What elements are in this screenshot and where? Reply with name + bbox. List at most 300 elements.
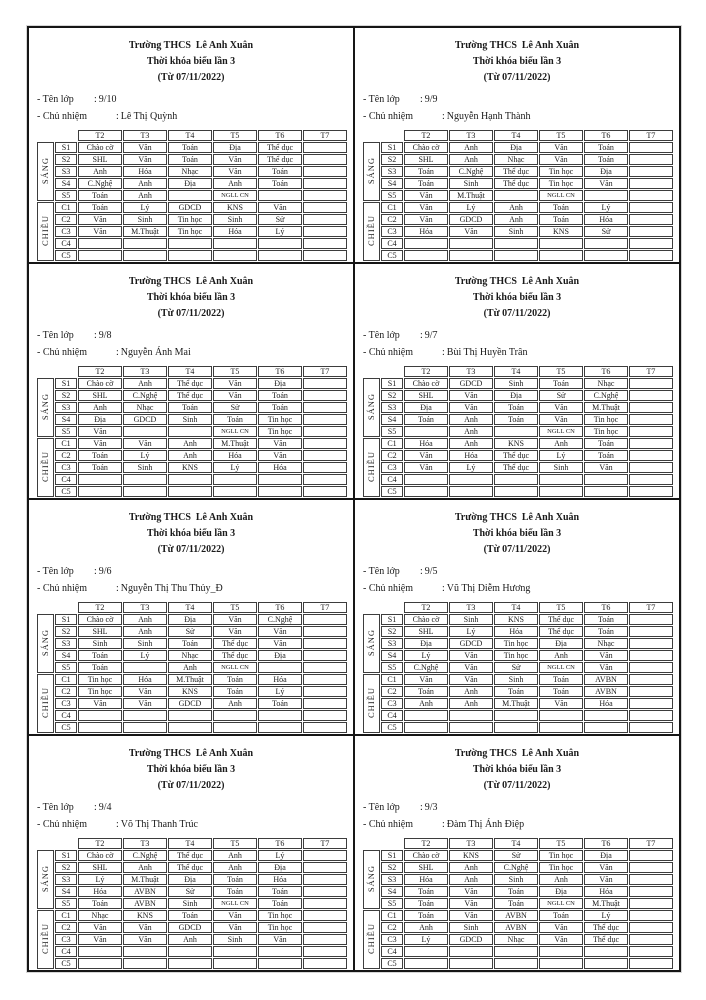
timetable-card xyxy=(355,736,679,970)
table-row xyxy=(37,934,347,945)
homeroom-line xyxy=(37,344,353,361)
date-range: (Từ 07/11/2022) xyxy=(157,72,225,83)
colon: : xyxy=(442,111,445,122)
subject-cell: AVBN xyxy=(123,886,167,897)
day-header: T3 xyxy=(123,602,167,613)
subject-cell xyxy=(303,438,347,449)
period-label: C4 xyxy=(381,946,403,957)
day-header: T3 xyxy=(449,130,493,141)
subject-cell xyxy=(629,462,673,473)
timetable-table xyxy=(362,601,674,734)
school-name: Trường THCS Lê Anh Xuân xyxy=(128,512,254,523)
subject-cell xyxy=(303,638,347,649)
period-label: C2 xyxy=(55,686,77,697)
subject-cell: Hóa xyxy=(213,450,257,461)
homeroom-teacher-name: Lê Thị Quỳnh xyxy=(120,111,178,122)
day-header: T2 xyxy=(404,838,448,849)
subject-cell: Anh xyxy=(168,934,212,945)
subject-cell: Toán xyxy=(584,438,628,449)
colon: : xyxy=(420,330,423,341)
period-label: C5 xyxy=(381,722,403,733)
day-header: T3 xyxy=(123,130,167,141)
subject-cell xyxy=(258,190,302,201)
subject-cell xyxy=(629,214,673,225)
table-row xyxy=(363,250,673,261)
subject-cell: Toán xyxy=(539,910,583,921)
subject-cell: Văn xyxy=(449,898,493,909)
period-label: C5 xyxy=(55,250,77,261)
period-label: C3 xyxy=(55,934,77,945)
subject-cell: Nhạc xyxy=(494,154,538,165)
header-spacer xyxy=(37,130,77,141)
subject-cell xyxy=(584,474,628,485)
card-meta xyxy=(37,799,353,833)
subject-cell: Tin học xyxy=(168,226,212,237)
period-label: C4 xyxy=(381,238,403,249)
table-row xyxy=(363,626,673,637)
school-name: Trường THCS Lê Anh Xuân xyxy=(454,40,580,51)
timetable-card xyxy=(29,736,353,970)
subject-cell: Anh xyxy=(449,154,493,165)
day-header: T7 xyxy=(303,130,347,141)
subject-cell: Toán xyxy=(404,886,448,897)
class-name-line xyxy=(363,327,679,344)
homeroom-label: - Chủ nhiệm xyxy=(37,819,87,830)
class-name-label: - Tên lớp xyxy=(363,802,400,813)
class-name-value: 9/4 xyxy=(98,802,112,813)
class-name-value: 9/9 xyxy=(424,94,438,105)
subject-cell: Văn xyxy=(123,698,167,709)
subject-cell: Chào cờ xyxy=(78,142,122,153)
period-label: S1 xyxy=(381,378,403,389)
subject-cell xyxy=(629,226,673,237)
subject-cell: Văn xyxy=(123,438,167,449)
table-row xyxy=(37,402,347,413)
card-header xyxy=(29,38,353,86)
subject-cell: Toán xyxy=(404,910,448,921)
subject-cell xyxy=(303,154,347,165)
period-label: C1 xyxy=(381,438,403,449)
period-label: C3 xyxy=(381,934,403,945)
subject-cell xyxy=(449,946,493,957)
class-name-label: - Tên lớp xyxy=(363,566,400,577)
card-header xyxy=(355,510,679,558)
subject-cell xyxy=(303,850,347,861)
subject-cell: Văn xyxy=(539,698,583,709)
subject-cell: Thể dục xyxy=(168,378,212,389)
day-header: T5 xyxy=(213,130,257,141)
day-header: T4 xyxy=(168,130,212,141)
timetable-title: Thời khóa biểu lần 3 xyxy=(472,764,562,775)
header-spacer xyxy=(363,130,403,141)
table-row xyxy=(363,862,673,873)
subject-cell: Hóa xyxy=(258,462,302,473)
period-label: C4 xyxy=(55,238,77,249)
session-label-afternoon xyxy=(363,674,380,733)
period-label: S3 xyxy=(55,402,77,413)
subject-cell: Địa xyxy=(168,614,212,625)
subject-cell xyxy=(123,958,167,969)
session-label-text: SÁNG xyxy=(366,864,376,893)
subject-cell: Tin học xyxy=(78,674,122,685)
subject-cell: SHL xyxy=(404,154,448,165)
subject-cell: Văn xyxy=(404,450,448,461)
period-label: S1 xyxy=(55,378,77,389)
subject-cell: Anh xyxy=(404,698,448,709)
subject-cell xyxy=(494,426,538,437)
timetable-title: Thời khóa biểu lần 3 xyxy=(472,292,562,303)
subject-cell xyxy=(303,862,347,873)
colon: : xyxy=(116,583,119,594)
subject-cell: Anh xyxy=(123,178,167,189)
subject-cell: Thể dục xyxy=(168,862,212,873)
subject-cell xyxy=(539,486,583,497)
subject-cell: Văn xyxy=(123,154,167,165)
subject-cell: Tin học xyxy=(258,426,302,437)
period-label: S3 xyxy=(381,874,403,885)
subject-cell: Nhạc xyxy=(123,402,167,413)
subject-cell: Hóa xyxy=(404,874,448,885)
timetable-title: Thời khóa biểu lần 3 xyxy=(146,528,236,539)
card-meta xyxy=(37,563,353,597)
session-label-text: CHIỀU xyxy=(40,923,50,954)
period-label: C3 xyxy=(381,462,403,473)
subject-cell xyxy=(303,922,347,933)
timetable-title: Thời khóa biểu lần 3 xyxy=(472,56,562,67)
table-row xyxy=(37,922,347,933)
subject-cell xyxy=(584,946,628,957)
subject-cell: Sinh xyxy=(213,934,257,945)
session-label-text: SÁNG xyxy=(366,156,376,185)
subject-cell: Toán xyxy=(539,674,583,685)
homeroom-teacher-name: Đàm Thị Ánh Điệp xyxy=(446,819,525,830)
period-label: C5 xyxy=(55,722,77,733)
subject-cell xyxy=(258,474,302,485)
subject-cell: Lý xyxy=(449,626,493,637)
subject-cell xyxy=(629,238,673,249)
subject-cell: C.Nghệ xyxy=(494,862,538,873)
period-label: S3 xyxy=(55,166,77,177)
subject-cell: GDCD xyxy=(449,214,493,225)
subject-cell: Sử xyxy=(494,662,538,673)
subject-cell xyxy=(78,250,122,261)
subject-cell: Hóa xyxy=(258,674,302,685)
subject-cell: Toán xyxy=(258,698,302,709)
subject-cell: Văn xyxy=(123,922,167,933)
subject-cell xyxy=(258,238,302,249)
subject-cell xyxy=(629,474,673,485)
subject-cell: Văn xyxy=(213,626,257,637)
table-row xyxy=(363,378,673,389)
subject-cell: Anh xyxy=(213,862,257,873)
table-row xyxy=(37,626,347,637)
subject-cell xyxy=(258,662,302,673)
homeroom-line xyxy=(37,108,353,125)
subject-cell: Lý xyxy=(584,910,628,921)
subject-cell: NGLL CN xyxy=(213,662,257,673)
card-meta xyxy=(37,91,353,125)
timetable-card xyxy=(355,264,679,498)
subject-cell xyxy=(303,414,347,425)
subject-cell xyxy=(629,638,673,649)
header-spacer xyxy=(363,838,403,849)
timetable-table xyxy=(362,365,674,498)
period-label: C2 xyxy=(55,922,77,933)
card-header xyxy=(355,746,679,794)
session-label-text: CHIỀU xyxy=(366,215,376,246)
period-label: C4 xyxy=(381,474,403,485)
card-meta xyxy=(363,327,679,361)
subject-cell: Nhạc xyxy=(584,638,628,649)
subject-cell xyxy=(629,190,673,201)
subject-cell: Lý xyxy=(213,462,257,473)
table-row xyxy=(37,414,347,425)
subject-cell: Văn xyxy=(258,638,302,649)
subject-cell: Sử xyxy=(539,390,583,401)
timetable-wrap xyxy=(362,129,679,262)
subject-cell: Anh xyxy=(449,426,493,437)
table-row xyxy=(363,226,673,237)
subject-cell xyxy=(258,710,302,721)
day-header: T4 xyxy=(494,602,538,613)
date-range: (Từ 07/11/2022) xyxy=(483,72,551,83)
subject-cell: KNS xyxy=(168,686,212,697)
timetable-table xyxy=(36,601,348,734)
subject-cell: Lý xyxy=(539,450,583,461)
subject-cell xyxy=(303,402,347,413)
period-label: S1 xyxy=(55,850,77,861)
table-row xyxy=(363,486,673,497)
subject-cell xyxy=(258,250,302,261)
subject-cell: Hóa xyxy=(123,674,167,685)
subject-cell: Văn xyxy=(404,462,448,473)
subject-cell: M.Thuật xyxy=(123,226,167,237)
table-row xyxy=(37,450,347,461)
table-row xyxy=(363,946,673,957)
subject-cell xyxy=(123,662,167,673)
subject-cell xyxy=(539,710,583,721)
subject-cell: Văn xyxy=(404,674,448,685)
colon: : xyxy=(94,566,97,577)
table-row xyxy=(37,946,347,957)
subject-cell xyxy=(629,450,673,461)
school-name: Trường THCS Lê Anh Xuân xyxy=(128,40,254,51)
subject-cell: Lý xyxy=(123,202,167,213)
table-row xyxy=(363,414,673,425)
table-row xyxy=(37,686,347,697)
subject-cell: Hóa xyxy=(213,226,257,237)
timetable-table xyxy=(362,129,674,262)
period-label: C1 xyxy=(381,674,403,685)
subject-cell: Văn xyxy=(78,922,122,933)
subject-cell xyxy=(303,202,347,213)
subject-cell xyxy=(303,462,347,473)
subject-cell: Văn xyxy=(213,154,257,165)
subject-cell: Hóa xyxy=(404,226,448,237)
session-label-afternoon xyxy=(37,910,54,969)
period-label: S2 xyxy=(55,154,77,165)
card-header xyxy=(29,510,353,558)
subject-cell: Anh xyxy=(78,402,122,413)
period-label: C4 xyxy=(381,710,403,721)
subject-cell xyxy=(78,710,122,721)
table-row xyxy=(363,662,673,673)
table-row xyxy=(37,378,347,389)
subject-cell: Tin học xyxy=(258,922,302,933)
table-row xyxy=(363,178,673,189)
subject-cell: Tin học xyxy=(539,178,583,189)
subject-cell xyxy=(629,414,673,425)
class-name-value: 9/8 xyxy=(98,330,112,341)
subject-cell xyxy=(584,190,628,201)
subject-cell: Văn xyxy=(213,166,257,177)
homeroom-teacher-name: Nguyễn Ánh Mai xyxy=(120,347,191,358)
header-spacer xyxy=(37,602,77,613)
subject-cell xyxy=(303,250,347,261)
homeroom-line xyxy=(37,816,353,833)
day-header: T2 xyxy=(78,366,122,377)
subject-cell: NGLL CN xyxy=(539,662,583,673)
school-name: Trường THCS Lê Anh Xuân xyxy=(128,276,254,287)
homeroom-teacher-name: Nguyễn Hạnh Thành xyxy=(446,111,531,122)
subject-cell xyxy=(629,378,673,389)
subject-cell xyxy=(303,710,347,721)
subject-cell: Thể dục xyxy=(168,850,212,861)
session-label-text: CHIỀU xyxy=(40,687,50,718)
session-label-morning xyxy=(363,378,380,437)
subject-cell: Toán xyxy=(404,414,448,425)
period-label: S1 xyxy=(55,614,77,625)
homeroom-label: - Chủ nhiệm xyxy=(37,347,87,358)
subject-cell: Lý xyxy=(449,202,493,213)
class-name-value: 9/10 xyxy=(98,94,117,105)
subject-cell: Tin học xyxy=(494,638,538,649)
subject-cell xyxy=(404,474,448,485)
day-header: T7 xyxy=(303,838,347,849)
subject-cell: Sinh xyxy=(123,462,167,473)
timetable-title: Thời khóa biểu lần 3 xyxy=(146,764,236,775)
subject-cell: Địa xyxy=(539,638,583,649)
timetable-wrap xyxy=(36,365,353,498)
subject-cell: Toán xyxy=(78,202,122,213)
header-spacer xyxy=(37,838,77,849)
school-name: Trường THCS Lê Anh Xuân xyxy=(454,748,580,759)
table-row xyxy=(37,438,347,449)
subject-cell xyxy=(404,958,448,969)
school-name: Trường THCS Lê Anh Xuân xyxy=(128,748,254,759)
subject-cell: Hóa xyxy=(494,626,538,637)
subject-cell: Toán xyxy=(258,898,302,909)
class-name-line xyxy=(37,563,353,580)
subject-cell xyxy=(303,214,347,225)
timetable-card xyxy=(29,500,353,734)
day-header: T3 xyxy=(123,838,167,849)
subject-cell xyxy=(303,450,347,461)
timetable-wrap xyxy=(362,601,679,734)
subject-cell: Toán xyxy=(78,462,122,473)
session-label-text: CHIỀU xyxy=(366,923,376,954)
timetable-card xyxy=(29,264,353,498)
day-header: T6 xyxy=(584,366,628,377)
subject-cell: Văn xyxy=(449,226,493,237)
table-row xyxy=(37,190,347,201)
subject-cell xyxy=(303,874,347,885)
subject-cell: Anh xyxy=(123,614,167,625)
table-row xyxy=(363,722,673,733)
subject-cell: Tin học xyxy=(258,910,302,921)
session-label-text: SÁNG xyxy=(40,864,50,893)
subject-cell: Anh xyxy=(123,862,167,873)
session-label-afternoon xyxy=(363,202,380,261)
subject-cell: Văn xyxy=(258,438,302,449)
subject-cell xyxy=(539,722,583,733)
session-label-morning xyxy=(37,142,54,201)
class-name-label: - Tên lớp xyxy=(363,330,400,341)
subject-cell xyxy=(629,698,673,709)
subject-cell: Lý xyxy=(258,850,302,861)
subject-cell xyxy=(123,946,167,957)
subject-cell xyxy=(123,238,167,249)
table-row xyxy=(363,922,673,933)
subject-cell xyxy=(123,722,167,733)
subject-cell: Sử xyxy=(168,626,212,637)
subject-cell xyxy=(258,722,302,733)
day-header-row xyxy=(37,366,347,377)
subject-cell: Toán xyxy=(213,874,257,885)
subject-cell: Địa xyxy=(404,638,448,649)
subject-cell: Thể dục xyxy=(494,450,538,461)
subject-cell: Nhạc xyxy=(168,166,212,177)
subject-cell: Sinh xyxy=(123,214,167,225)
subject-cell: Sinh xyxy=(539,462,583,473)
period-label: S4 xyxy=(381,414,403,425)
class-name-label: - Tên lớp xyxy=(37,802,74,813)
subject-cell: Văn xyxy=(78,214,122,225)
class-name-label: - Tên lớp xyxy=(37,566,74,577)
subject-cell xyxy=(303,226,347,237)
subject-cell: Lý xyxy=(258,226,302,237)
subject-cell: Hóa xyxy=(404,438,448,449)
subject-cell: Toán xyxy=(404,898,448,909)
subject-cell xyxy=(213,946,257,957)
subject-cell: Anh xyxy=(213,698,257,709)
period-label: S1 xyxy=(55,142,77,153)
day-header: T6 xyxy=(584,838,628,849)
subject-cell xyxy=(213,250,257,261)
period-label: S3 xyxy=(55,638,77,649)
period-label: S1 xyxy=(381,142,403,153)
colon: : xyxy=(442,347,445,358)
class-name-value: 9/3 xyxy=(424,802,438,813)
subject-cell: Sinh xyxy=(449,178,493,189)
subject-cell xyxy=(404,238,448,249)
subject-cell xyxy=(303,486,347,497)
table-row xyxy=(363,898,673,909)
session-label-text: CHIỀU xyxy=(40,451,50,482)
subject-cell: Văn xyxy=(584,178,628,189)
subject-cell: AVBN xyxy=(584,686,628,697)
subject-cell: Lý xyxy=(449,462,493,473)
date-range: (Từ 07/11/2022) xyxy=(157,308,225,319)
subject-cell: Tin học xyxy=(78,686,122,697)
subject-cell: Văn xyxy=(78,698,122,709)
subject-cell xyxy=(303,190,347,201)
subject-cell: M.Thuật xyxy=(494,698,538,709)
subject-cell: Toán xyxy=(584,142,628,153)
subject-cell xyxy=(258,946,302,957)
subject-cell: Thể dục xyxy=(584,934,628,945)
subject-cell: Toán xyxy=(494,898,538,909)
